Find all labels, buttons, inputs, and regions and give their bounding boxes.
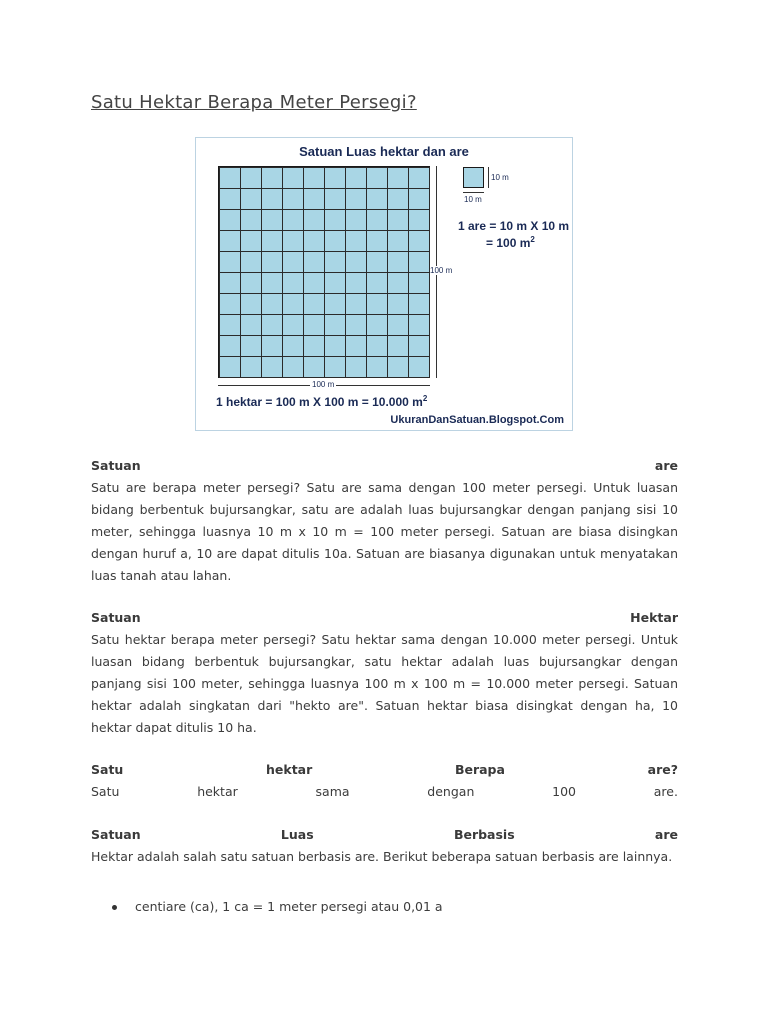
grid-cell [408,293,430,315]
grid-cell [366,188,388,210]
grid-cell [282,209,304,231]
grid-cell [219,356,241,378]
grid-cell [261,293,283,315]
grid-cell [219,272,241,294]
grid-cell [240,209,262,231]
are-equation-line1: 1 are = 10 m X 10 m [458,219,570,233]
grid-cell [324,188,346,210]
grid-cell [345,335,367,357]
section-heading: Satuan Luas Berbasis are [91,827,678,842]
are-square [463,167,484,188]
grid-cell [303,188,325,210]
grid-cell [219,335,241,357]
grid-cell [261,356,283,378]
grid-cell [366,272,388,294]
grid-cell [387,167,409,189]
grid-cell [324,251,346,273]
are-equation-line2: = 100 $m^2$ [486,235,535,250]
grid-side-vertical-label: 100 m [430,266,453,275]
grid-cell [261,314,283,336]
grid-cell [303,230,325,252]
grid-cell [387,230,409,252]
grid-cell [303,293,325,315]
grid-cell [219,209,241,231]
grid-cell [408,251,430,273]
grid-cell [261,209,283,231]
section-hektar [91,607,678,739]
grid-cell [261,272,283,294]
grid-cell [387,209,409,231]
grid-cell [303,314,325,336]
grid-cell [324,272,346,294]
grid-cell [219,188,241,210]
grid-cell [303,209,325,231]
grid-cell [240,293,262,315]
grid-cell [324,230,346,252]
grid-cell [387,251,409,273]
grid-cell [387,272,409,294]
grid-cell [408,272,430,294]
grid-cell [282,230,304,252]
hektar-equation-sup: 2 [422,394,428,403]
grid-cell [282,167,304,189]
grid-cell [408,230,430,252]
are-side-horizontal-label: 10 m [464,195,482,204]
grid-cell [366,314,388,336]
grid-cell [345,251,367,273]
grid-cell [282,314,304,336]
grid-cell [219,230,241,252]
grid-cell [345,209,367,231]
grid-cell [324,167,346,189]
section-body: Satu are berapa meter persegi? Satu are sama dengan 100 meter persegi. Untuk luasan bidang berbentuk bujursangkar, satu are adalah luas bujursangkar dengan panjang sisi 10 meter, sehingga luasnya 10 m x 10 m = 100 meter persegi. Satuan are biasa disingkan dengan huruf a, 10 are dapat ditulis 10a. Satuan are biasanya digunakan untuk menyatakan luas tanah atau lahan. [91,480,678,583]
hektar-equation: 1 hektar = 100 m X 100 m = 10.000 $m^2$ [216,394,428,409]
grid-cell [345,293,367,315]
grid-cell [282,356,304,378]
grid-cell [219,167,241,189]
list-item: centiare (ca), 1 ca = 1 meter persegi atau 0,01 a [112,896,443,918]
grid-cell [282,188,304,210]
grid-cell [240,314,262,336]
grid-side-horizontal-label: 100 m [312,380,335,389]
grid-cell [324,209,346,231]
grid-cell [408,356,430,378]
figure-title: Satuan Luas hektar dan are [299,144,469,159]
grid-cell [261,251,283,273]
grid-cell [366,251,388,273]
grid-cell [240,335,262,357]
grid-cell [366,356,388,378]
grid-cell [324,314,346,336]
grid-cell [282,251,304,273]
grid-cell [366,209,388,231]
section-are [91,455,678,587]
grid-cell [261,230,283,252]
grid-cell [219,293,241,315]
section-satuan-berbasis [91,824,678,868]
grid-cell [303,251,325,273]
grid-cell [345,356,367,378]
grid-cell [324,335,346,357]
section-hektar-are [91,759,678,803]
grid-cell [387,314,409,336]
grid-cell [366,293,388,315]
grid-cell [282,272,304,294]
grid-cell [387,335,409,357]
grid-cell [240,230,262,252]
section-body: Hektar adalah salah satu satuan berbasis are. Berikut beberapa satuan berbasis are lainnya. [91,849,673,864]
section-heading: Satuan are [91,458,678,473]
grid-cell [345,230,367,252]
are-equation-sup: 2 [530,235,535,244]
units-figure [195,137,573,431]
grid-cell [240,356,262,378]
grid-cell [387,356,409,378]
grid-cell [324,293,346,315]
grid-cell [345,314,367,336]
grid-cell [303,272,325,294]
are-side-vertical-label: 10 m [491,173,509,182]
grid-cell [324,356,346,378]
grid-cell [240,188,262,210]
grid-cell [303,356,325,378]
grid-cell [282,335,304,357]
grid-cell [219,314,241,336]
grid-cell [366,230,388,252]
hectare-grid [218,166,430,378]
grid-cell [345,188,367,210]
grid-cell [240,167,262,189]
section-body: Satu hektar sama dengan 100 are. [91,784,678,799]
grid-cell [408,167,430,189]
section-heading: Satuan Hektar [91,610,678,625]
grid-cell [408,314,430,336]
grid-cell [366,335,388,357]
grid-cell [261,188,283,210]
page-title: Satu Hektar Berapa Meter Persegi? [91,92,417,113]
grid-cell [345,272,367,294]
grid-cell [366,167,388,189]
are-dim-horizontal [463,192,484,193]
grid-cell [303,167,325,189]
bullet-icon [112,905,117,910]
grid-cell [282,293,304,315]
grid-cell [219,251,241,273]
grid-cell [408,188,430,210]
grid-cell [408,209,430,231]
section-body: Satu hektar berapa meter persegi? Satu hektar sama dengan 10.000 meter persegi. Untuk luasan bidang berbentuk bujursangkar, satu hektar adalah luas bujursangkar dengan panjang sisi 100 meter, sehingga luasnya 100 m x 100 m = 10.000 meter persegi. Satuan hektar adalah singkatan dari "hekto are". Satuan hektar biasa disingkat dengan ha, 10 hektar dapat ditulis 10 ha. [91,632,678,735]
grid-cell [387,293,409,315]
grid-cell [240,272,262,294]
grid-cell [261,167,283,189]
grid-cell [261,335,283,357]
section-heading: Satu hektar Berapa are? [91,762,678,777]
grid-cell [408,335,430,357]
unit-list [112,896,443,918]
grid-cell [345,167,367,189]
grid-cell [240,251,262,273]
grid-cell [303,335,325,357]
are-dim-vertical [488,167,489,188]
grid-cell [387,188,409,210]
figure-source: UkuranDanSatuan.Blogspot.Com [390,414,564,426]
